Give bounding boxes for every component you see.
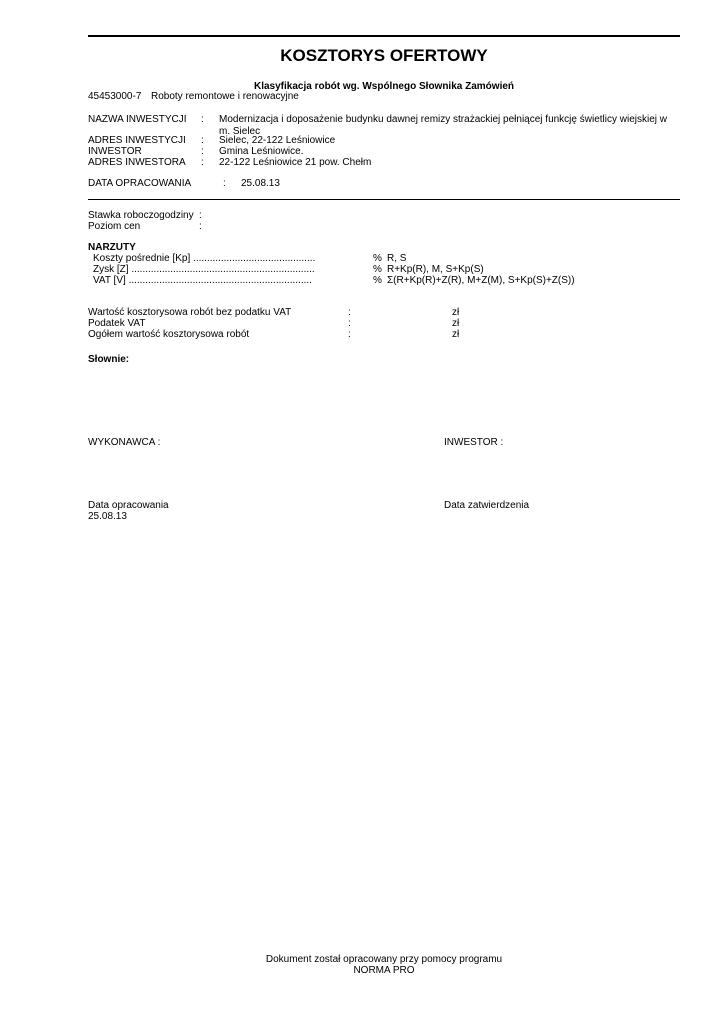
- surcharge-label: VAT [V] ..................................................................: [93, 275, 312, 286]
- surcharge-label: Koszty pośrednie [Kp] ............................................: [93, 253, 316, 264]
- prepared-date-label: Data opracowania: [88, 500, 169, 511]
- colon: :: [201, 135, 204, 146]
- surcharge-unit: %: [373, 253, 382, 264]
- classification-heading: Klasyfikacja robót wg. Wspólnego Słownika Zamówień: [253, 81, 515, 92]
- colon: :: [223, 178, 226, 189]
- investor-address-value: 22-122 Leśniowice 21 pow. Chełm: [219, 157, 372, 168]
- colon: :: [348, 307, 351, 318]
- investment-address-label: ADRES INWESTYCJI: [88, 135, 186, 146]
- colon: :: [201, 114, 204, 125]
- section-rule: [88, 199, 680, 200]
- currency: zł: [452, 307, 460, 318]
- contractor-label: WYKONAWCA :: [88, 437, 161, 448]
- surcharges-heading: NARZUTY: [88, 242, 136, 253]
- investment-name-value: Modernizacja i doposażenie budynku dawnej remizy strażackiej pełniącej funkcję świetlicy wiejskiej w m. Sielec: [219, 114, 667, 137]
- currency: zł: [452, 318, 460, 329]
- document-title: KOSZTORYS OFERTOWY: [280, 46, 488, 65]
- total-label: Wartość kosztorysowa robót bez podatku VAT: [88, 307, 292, 318]
- prepared-date-value: 25.08.13: [88, 511, 127, 522]
- investment-name-label: NAZWA INWESTYCJI: [88, 114, 187, 125]
- surcharge-base: Σ(R+Kp(R)+Z(R), M+Z(M), S+Kp(S)+Z(S)): [387, 275, 575, 286]
- surcharge-base: R, S: [387, 253, 407, 264]
- preparation-date-value: 25.08.13: [241, 178, 280, 189]
- approval-date-label: Data zatwierdzenia: [444, 500, 530, 511]
- investment-address-value: Sielec, 22-122 Leśniowice: [219, 135, 336, 146]
- colon: :: [199, 210, 202, 221]
- colon: :: [348, 318, 351, 329]
- classification-code: 45453000-7: [88, 91, 142, 102]
- surcharge-base: R+Kp(R), M, S+Kp(S): [387, 264, 484, 275]
- investor-label: INWESTOR: [88, 146, 142, 157]
- surcharge-label: Zysk [Z] ..................................................................: [93, 264, 315, 275]
- hourly-rate-label: Stawka roboczogodziny: [88, 210, 194, 221]
- colon: :: [348, 329, 351, 340]
- price-level-label: Poziom cen: [88, 221, 141, 232]
- total-label: Podatek VAT: [88, 318, 146, 329]
- investor-address-label: ADRES INWESTORA: [88, 157, 186, 168]
- in-words-label: Słownie:: [88, 354, 130, 365]
- top-rule: [88, 35, 680, 37]
- preparation-date-label: DATA OPRACOWANIA: [88, 178, 192, 189]
- currency: zł: [452, 329, 460, 340]
- footer-program: NORMA PRO: [353, 965, 415, 976]
- investor-signature-label: INWESTOR :: [444, 437, 504, 448]
- investor-value: Gmina Leśniowice.: [219, 146, 304, 157]
- classification-desc: Roboty remontowe i renowacyjne: [151, 91, 299, 102]
- colon: :: [201, 146, 204, 157]
- total-label: Ogółem wartość kosztorysowa robót: [88, 329, 250, 340]
- surcharge-unit: %: [373, 275, 382, 286]
- footer-line: Dokument został opracowany przy pomocy programu: [265, 954, 503, 965]
- colon: :: [199, 221, 202, 232]
- colon: :: [201, 157, 204, 168]
- surcharge-unit: %: [373, 264, 382, 275]
